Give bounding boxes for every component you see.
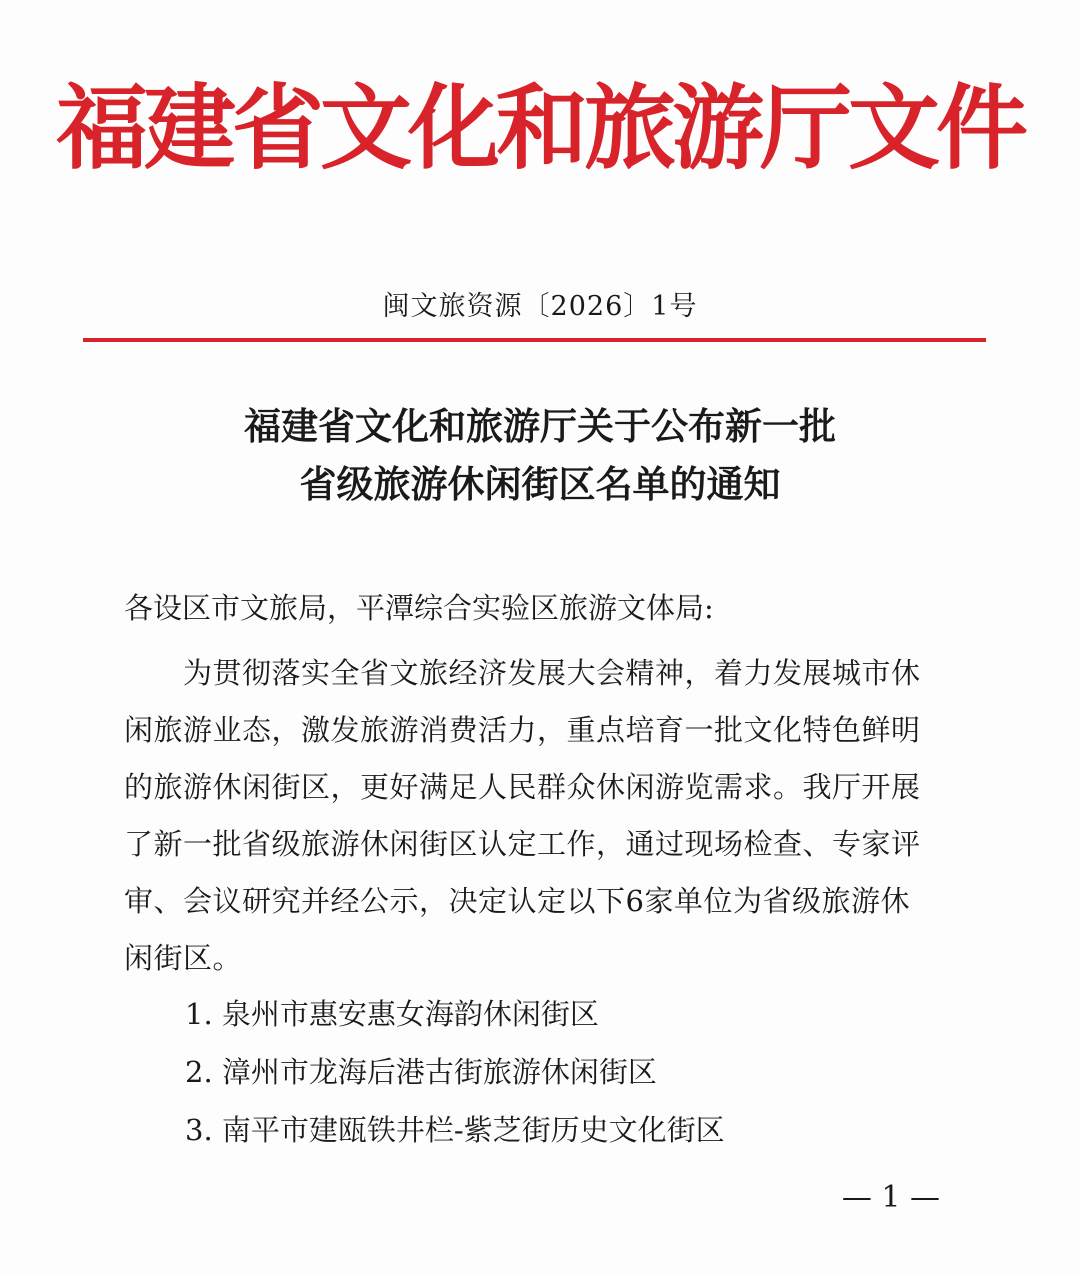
list-item: 3. 南平市建瓯铁井栏-紫芝街历史文化街区 (185, 1113, 725, 1147)
org-title: 福建省文化和旅游厅文件 (55, 74, 1024, 182)
body-line: 的旅游休闲街区，更好满足人民群众休闲游览需求。我厅开展 (124, 770, 921, 804)
body-line: 闲旅游业态，激发旅游消费活力，重点培育一批文化特色鲜明 (124, 713, 921, 747)
notice-title (0, 398, 1080, 514)
body-line: 审、会议研究并经公示，决定认定以下6家单位为省级旅游休 (124, 884, 910, 918)
district-list (185, 985, 725, 1159)
body-line: 为贯彻落实全省文旅经济发展大会精神，着力发展城市休 (124, 656, 921, 690)
body-line: 了新一批省级旅游休闲街区认定工作，通过现场检查、专家评 (124, 827, 921, 861)
notice-title-line-2: 省级旅游休闲街区名单的通知 (299, 463, 781, 506)
body-line: 闲街区。 (124, 941, 243, 975)
red-divider (83, 338, 986, 342)
salutation: 各设区市文旅局，平潭综合实验区旅游文体局: (124, 591, 714, 625)
notice-title-line-1: 福建省文化和旅游厅关于公布新一批 (244, 405, 836, 448)
page-number: — 1 — (841, 1180, 940, 1215)
document-number: 闽文旅资源〔2026〕1号 (382, 291, 698, 322)
list-item: 2. 漳州市龙海后港古街旅游休闲街区 (185, 1055, 657, 1089)
body-paragraph (124, 645, 964, 987)
list-item: 1. 泉州市惠安惠女海韵休闲街区 (185, 997, 599, 1031)
